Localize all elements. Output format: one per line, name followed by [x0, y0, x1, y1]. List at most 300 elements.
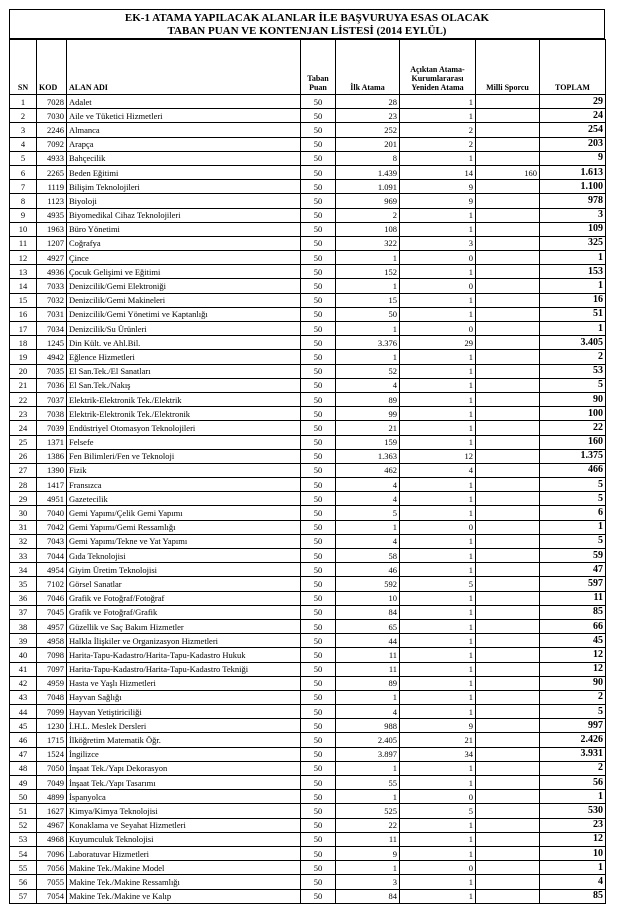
cell-ilk-atama: 9	[336, 846, 400, 860]
cell-taban-puan: 50	[301, 222, 336, 236]
table-row	[10, 265, 606, 279]
cell-taban-puan: 50	[301, 577, 336, 591]
table-row	[10, 605, 606, 619]
cell-aciktan-atama: 1	[400, 392, 476, 406]
cell-sn: 7	[10, 180, 37, 194]
cell-aciktan-atama: 0	[400, 251, 476, 265]
cell-toplam: 5	[540, 378, 606, 392]
cell-taban-puan: 50	[301, 676, 336, 690]
cell-milli-sporcu	[476, 705, 540, 719]
table-row	[10, 322, 606, 336]
cell-sn: 52	[10, 818, 37, 832]
cell-taban-puan: 50	[301, 662, 336, 676]
cell-aciktan-atama: 1	[400, 605, 476, 619]
cell-sn: 20	[10, 364, 37, 378]
cell-milli-sporcu	[476, 421, 540, 435]
cell-taban-puan: 50	[301, 435, 336, 449]
cell-alan-adi: Halkla İlişkiler ve Organizasyon Hizmetleri	[67, 634, 301, 648]
cell-kod: 4957	[37, 619, 67, 633]
cell-ilk-atama: 1	[336, 322, 400, 336]
cell-sn: 50	[10, 790, 37, 804]
cell-milli-sporcu	[476, 279, 540, 293]
cell-ilk-atama: 11	[336, 648, 400, 662]
table-row	[10, 279, 606, 293]
table-row	[10, 350, 606, 364]
cell-milli-sporcu	[476, 265, 540, 279]
cell-alan-adi: Hayvan Yetiştiriciliği	[67, 705, 301, 719]
cell-ilk-atama: 22	[336, 818, 400, 832]
cell-milli-sporcu	[476, 690, 540, 704]
cell-sn: 47	[10, 747, 37, 761]
cell-milli-sporcu	[476, 307, 540, 321]
cell-alan-adi: Eğlence Hizmetleri	[67, 350, 301, 364]
cell-sn: 56	[10, 875, 37, 889]
cell-alan-adi: Aile ve Tüketici Hizmetleri	[67, 109, 301, 123]
cell-milli-sporcu	[476, 605, 540, 619]
table-row	[10, 804, 606, 818]
cell-milli-sporcu	[476, 818, 540, 832]
cell-toplam: 466	[540, 463, 606, 477]
cell-milli-sporcu	[476, 875, 540, 889]
cell-toplam: 12	[540, 832, 606, 846]
cell-toplam: 24	[540, 109, 606, 123]
cell-alan-adi: Giyim Üretim Teknolojisi	[67, 563, 301, 577]
cell-toplam: 12	[540, 662, 606, 676]
cell-taban-puan: 50	[301, 279, 336, 293]
cell-milli-sporcu	[476, 322, 540, 336]
cell-ilk-atama: 1	[336, 690, 400, 704]
table-row	[10, 591, 606, 605]
cell-alan-adi: Biyoloji	[67, 194, 301, 208]
cell-aciktan-atama: 1	[400, 421, 476, 435]
cell-aciktan-atama: 0	[400, 520, 476, 534]
cell-sn: 51	[10, 804, 37, 818]
cell-ilk-atama: 5	[336, 506, 400, 520]
cell-taban-puan: 50	[301, 733, 336, 747]
cell-taban-puan: 50	[301, 109, 336, 123]
cell-alan-adi: İ.H.L. Meslek Dersleri	[67, 719, 301, 733]
cell-ilk-atama: 65	[336, 619, 400, 633]
cell-toplam: 3	[540, 208, 606, 222]
cell-aciktan-atama: 0	[400, 322, 476, 336]
table-row	[10, 776, 606, 790]
cell-sn: 32	[10, 534, 37, 548]
cell-milli-sporcu	[476, 804, 540, 818]
table-row	[10, 889, 606, 903]
cell-aciktan-atama: 9	[400, 194, 476, 208]
cell-toplam: 59	[540, 549, 606, 563]
cell-toplam: 203	[540, 137, 606, 151]
cell-kod: 7034	[37, 322, 67, 336]
cell-aciktan-atama: 1	[400, 109, 476, 123]
cell-taban-puan: 50	[301, 293, 336, 307]
cell-ilk-atama: 11	[336, 662, 400, 676]
cell-alan-adi: Harita-Tapu-Kadastro/Harita-Tapu-Kadastro Hukuk	[67, 648, 301, 662]
cell-toplam: 56	[540, 776, 606, 790]
cell-milli-sporcu	[476, 350, 540, 364]
cell-alan-adi: İnşaat Tek./Yapı Tasarımı	[67, 776, 301, 790]
cell-milli-sporcu	[476, 378, 540, 392]
table-row	[10, 208, 606, 222]
table-row	[10, 563, 606, 577]
cell-aciktan-atama: 1	[400, 407, 476, 421]
cell-alan-adi: Fen Bilimleri/Fen ve Teknoloji	[67, 449, 301, 463]
document-title	[9, 9, 605, 39]
table-row	[10, 861, 606, 875]
table-row	[10, 407, 606, 421]
cell-aciktan-atama: 1	[400, 506, 476, 520]
cell-milli-sporcu	[476, 577, 540, 591]
table-row	[10, 478, 606, 492]
table-row	[10, 123, 606, 137]
cell-toplam: 3.405	[540, 336, 606, 350]
cell-aciktan-atama: 1	[400, 818, 476, 832]
cell-toplam: 6	[540, 506, 606, 520]
cell-ilk-atama: 84	[336, 605, 400, 619]
cell-ilk-atama: 4	[336, 534, 400, 548]
cell-aciktan-atama: 1	[400, 350, 476, 364]
table-row	[10, 251, 606, 265]
cell-sn: 49	[10, 776, 37, 790]
cell-alan-adi: El San.Tek./El Sanatları	[67, 364, 301, 378]
cell-sn: 10	[10, 222, 37, 236]
cell-kod: 1207	[37, 236, 67, 250]
cell-ilk-atama: 1	[336, 790, 400, 804]
cell-kod: 7037	[37, 392, 67, 406]
table-row	[10, 180, 606, 194]
cell-milli-sporcu	[476, 506, 540, 520]
cell-ilk-atama: 15	[336, 293, 400, 307]
cell-ilk-atama: 21	[336, 421, 400, 435]
cell-milli-sporcu	[476, 889, 540, 903]
table-row	[10, 619, 606, 633]
header-taban-puan: Taban Puan	[301, 40, 336, 95]
cell-milli-sporcu	[476, 534, 540, 548]
cell-ilk-atama: 52	[336, 364, 400, 378]
table-header-row	[10, 40, 606, 95]
cell-milli-sporcu	[476, 662, 540, 676]
cell-kod: 4935	[37, 208, 67, 222]
cell-milli-sporcu	[476, 861, 540, 875]
cell-taban-puan: 50	[301, 761, 336, 775]
cell-toplam: 1	[540, 279, 606, 293]
cell-aciktan-atama: 1	[400, 563, 476, 577]
cell-taban-puan: 50	[301, 605, 336, 619]
cell-aciktan-atama: 12	[400, 449, 476, 463]
cell-aciktan-atama: 0	[400, 790, 476, 804]
table-row	[10, 534, 606, 548]
table-row	[10, 690, 606, 704]
cell-milli-sporcu	[476, 591, 540, 605]
cell-taban-puan: 50	[301, 861, 336, 875]
cell-sn: 2	[10, 109, 37, 123]
header-kod: KOD	[37, 40, 67, 95]
cell-milli-sporcu	[476, 776, 540, 790]
cell-kod: 7046	[37, 591, 67, 605]
cell-alan-adi: Kuyumculuk Teknolojisi	[67, 832, 301, 846]
cell-aciktan-atama: 1	[400, 776, 476, 790]
cell-sn: 16	[10, 307, 37, 321]
header-ilk-atama: İlk Atama	[336, 40, 400, 95]
cell-alan-adi: Laboratuvar Hizmetleri	[67, 846, 301, 860]
cell-aciktan-atama: 1	[400, 705, 476, 719]
cell-milli-sporcu	[476, 151, 540, 165]
cell-sn: 30	[10, 506, 37, 520]
cell-sn: 55	[10, 861, 37, 875]
cell-taban-puan: 50	[301, 364, 336, 378]
cell-ilk-atama: 525	[336, 804, 400, 818]
cell-toplam: 153	[540, 265, 606, 279]
table-row	[10, 165, 606, 179]
cell-alan-adi: Endüstriyel Otomasyon Teknolojileri	[67, 421, 301, 435]
cell-sn: 6	[10, 165, 37, 179]
cell-kod: 4942	[37, 350, 67, 364]
cell-ilk-atama: 462	[336, 463, 400, 477]
cell-taban-puan: 50	[301, 194, 336, 208]
cell-sn: 8	[10, 194, 37, 208]
cell-sn: 40	[10, 648, 37, 662]
cell-ilk-atama: 3.897	[336, 747, 400, 761]
cell-taban-puan: 50	[301, 336, 336, 350]
cell-aciktan-atama: 1	[400, 846, 476, 860]
cell-aciktan-atama: 1	[400, 591, 476, 605]
cell-alan-adi: Çocuk Gelişimi ve Eğitimi	[67, 265, 301, 279]
cell-milli-sporcu	[476, 392, 540, 406]
cell-ilk-atama: 23	[336, 109, 400, 123]
cell-toplam: 66	[540, 619, 606, 633]
cell-alan-adi: İngilizce	[67, 747, 301, 761]
cell-sn: 13	[10, 265, 37, 279]
cell-sn: 27	[10, 463, 37, 477]
table-row	[10, 705, 606, 719]
cell-taban-puan: 50	[301, 421, 336, 435]
cell-kod: 7033	[37, 279, 67, 293]
cell-milli-sporcu	[476, 449, 540, 463]
cell-taban-puan: 50	[301, 137, 336, 151]
cell-toplam: 11	[540, 591, 606, 605]
cell-taban-puan: 50	[301, 690, 336, 704]
cell-kod: 7045	[37, 605, 67, 619]
cell-sn: 3	[10, 123, 37, 137]
cell-sn: 57	[10, 889, 37, 903]
cell-kod: 7040	[37, 506, 67, 520]
cell-ilk-atama: 3	[336, 875, 400, 889]
cell-kod: 1386	[37, 449, 67, 463]
cell-taban-puan: 50	[301, 832, 336, 846]
cell-sn: 43	[10, 690, 37, 704]
cell-ilk-atama: 84	[336, 889, 400, 903]
cell-aciktan-atama: 2	[400, 137, 476, 151]
cell-kod: 4936	[37, 265, 67, 279]
cell-ilk-atama: 2.405	[336, 733, 400, 747]
cell-taban-puan: 50	[301, 151, 336, 165]
cell-sn: 33	[10, 549, 37, 563]
cell-aciktan-atama: 1	[400, 364, 476, 378]
cell-sn: 42	[10, 676, 37, 690]
table-row	[10, 194, 606, 208]
cell-taban-puan: 50	[301, 875, 336, 889]
cell-milli-sporcu	[476, 463, 540, 477]
table-row	[10, 293, 606, 307]
cell-sn: 54	[10, 846, 37, 860]
cell-kod: 7049	[37, 776, 67, 790]
cell-ilk-atama: 1	[336, 761, 400, 775]
cell-toplam: 160	[540, 435, 606, 449]
table-row	[10, 733, 606, 747]
cell-ilk-atama: 108	[336, 222, 400, 236]
cell-aciktan-atama: 2	[400, 123, 476, 137]
cell-ilk-atama: 58	[336, 549, 400, 563]
cell-taban-puan: 50	[301, 747, 336, 761]
cell-kod: 1119	[37, 180, 67, 194]
table-row	[10, 790, 606, 804]
cell-milli-sporcu	[476, 336, 540, 350]
cell-sn: 37	[10, 605, 37, 619]
cell-sn: 21	[10, 378, 37, 392]
cell-kod: 7098	[37, 648, 67, 662]
cell-ilk-atama: 1	[336, 279, 400, 293]
cell-milli-sporcu	[476, 435, 540, 449]
cell-toplam: 85	[540, 889, 606, 903]
cell-aciktan-atama: 1	[400, 619, 476, 633]
cell-kod: 7030	[37, 109, 67, 123]
cell-kod: 7038	[37, 407, 67, 421]
table-body	[10, 95, 606, 904]
cell-toplam: 53	[540, 364, 606, 378]
cell-alan-adi: Büro Yönetimi	[67, 222, 301, 236]
cell-kod: 7102	[37, 577, 67, 591]
cell-sn: 18	[10, 336, 37, 350]
header-alan-adi: ALAN ADI	[67, 40, 301, 95]
cell-kod: 1123	[37, 194, 67, 208]
cell-taban-puan: 50	[301, 549, 336, 563]
cell-kod: 4958	[37, 634, 67, 648]
table-row	[10, 634, 606, 648]
title-line-2: TABAN PUAN VE KONTENJAN LİSTESİ (2014 EYLÜL)	[167, 25, 447, 37]
cell-taban-puan: 50	[301, 790, 336, 804]
header-sn: SN	[10, 40, 37, 95]
cell-taban-puan: 50	[301, 236, 336, 250]
table-row	[10, 549, 606, 563]
cell-aciktan-atama: 1	[400, 378, 476, 392]
cell-aciktan-atama: 1	[400, 634, 476, 648]
cell-milli-sporcu	[476, 619, 540, 633]
cell-milli-sporcu	[476, 293, 540, 307]
table-row	[10, 662, 606, 676]
cell-kod: 2246	[37, 123, 67, 137]
cell-toplam: 254	[540, 123, 606, 137]
table-row	[10, 364, 606, 378]
cell-aciktan-atama: 5	[400, 804, 476, 818]
cell-taban-puan: 50	[301, 251, 336, 265]
cell-milli-sporcu	[476, 563, 540, 577]
cell-milli-sporcu	[476, 719, 540, 733]
cell-kod: 7028	[37, 95, 67, 109]
cell-taban-puan: 50	[301, 165, 336, 179]
cell-aciktan-atama: 1	[400, 648, 476, 662]
cell-aciktan-atama: 29	[400, 336, 476, 350]
cell-toplam: 2	[540, 350, 606, 364]
cell-toplam: 5	[540, 492, 606, 506]
table-row	[10, 307, 606, 321]
cell-kod: 7032	[37, 293, 67, 307]
cell-milli-sporcu	[476, 95, 540, 109]
cell-aciktan-atama: 9	[400, 180, 476, 194]
cell-milli-sporcu	[476, 747, 540, 761]
cell-toplam: 22	[540, 421, 606, 435]
cell-sn: 48	[10, 761, 37, 775]
cell-ilk-atama: 252	[336, 123, 400, 137]
table-row	[10, 137, 606, 151]
cell-taban-puan: 50	[301, 95, 336, 109]
header-toplam: TOPLAM	[540, 40, 606, 95]
cell-toplam: 997	[540, 719, 606, 733]
cell-milli-sporcu	[476, 520, 540, 534]
cell-sn: 19	[10, 350, 37, 364]
cell-aciktan-atama: 1	[400, 208, 476, 222]
cell-milli-sporcu	[476, 733, 540, 747]
cell-toplam: 109	[540, 222, 606, 236]
table-row	[10, 378, 606, 392]
table-row	[10, 492, 606, 506]
cell-sn: 12	[10, 251, 37, 265]
cell-kod: 1963	[37, 222, 67, 236]
cell-sn: 44	[10, 705, 37, 719]
cell-taban-puan: 50	[301, 265, 336, 279]
table-row	[10, 648, 606, 662]
cell-sn: 53	[10, 832, 37, 846]
table-row	[10, 95, 606, 109]
cell-ilk-atama: 4	[336, 378, 400, 392]
cell-sn: 31	[10, 520, 37, 534]
cell-sn: 46	[10, 733, 37, 747]
cell-kod: 1524	[37, 747, 67, 761]
cell-alan-adi: Coğrafya	[67, 236, 301, 250]
cell-ilk-atama: 46	[336, 563, 400, 577]
cell-aciktan-atama: 0	[400, 279, 476, 293]
cell-sn: 17	[10, 322, 37, 336]
cell-alan-adi: Elektrik-Elektronik Tek./Elektronik	[67, 407, 301, 421]
cell-kod: 4951	[37, 492, 67, 506]
cell-toplam: 10	[540, 846, 606, 860]
cell-toplam: 1	[540, 251, 606, 265]
cell-aciktan-atama: 1	[400, 293, 476, 307]
cell-alan-adi: Arapça	[67, 137, 301, 151]
cell-toplam: 85	[540, 605, 606, 619]
cell-taban-puan: 50	[301, 776, 336, 790]
cell-kod: 7035	[37, 364, 67, 378]
cell-kod: 4954	[37, 563, 67, 577]
cell-toplam: 9	[540, 151, 606, 165]
cell-toplam: 2	[540, 761, 606, 775]
cell-taban-puan: 50	[301, 378, 336, 392]
cell-kod: 7031	[37, 307, 67, 321]
cell-alan-adi: Gıda Teknolojisi	[67, 549, 301, 563]
cell-milli-sporcu	[476, 648, 540, 662]
cell-alan-adi: Elektrik-Elektronik Tek./Elektrik	[67, 392, 301, 406]
cell-alan-adi: Felsefe	[67, 435, 301, 449]
cell-taban-puan: 50	[301, 648, 336, 662]
cell-taban-puan: 50	[301, 307, 336, 321]
cell-alan-adi: Gemi Yapımı/Tekne ve Yat Yapımı	[67, 534, 301, 548]
cell-alan-adi: Din Kült. ve Ahl.Bil.	[67, 336, 301, 350]
cell-toplam: 4	[540, 875, 606, 889]
cell-kod: 7039	[37, 421, 67, 435]
cell-toplam: 47	[540, 563, 606, 577]
cell-toplam: 29	[540, 95, 606, 109]
cell-taban-puan: 50	[301, 846, 336, 860]
cell-sn: 14	[10, 279, 37, 293]
